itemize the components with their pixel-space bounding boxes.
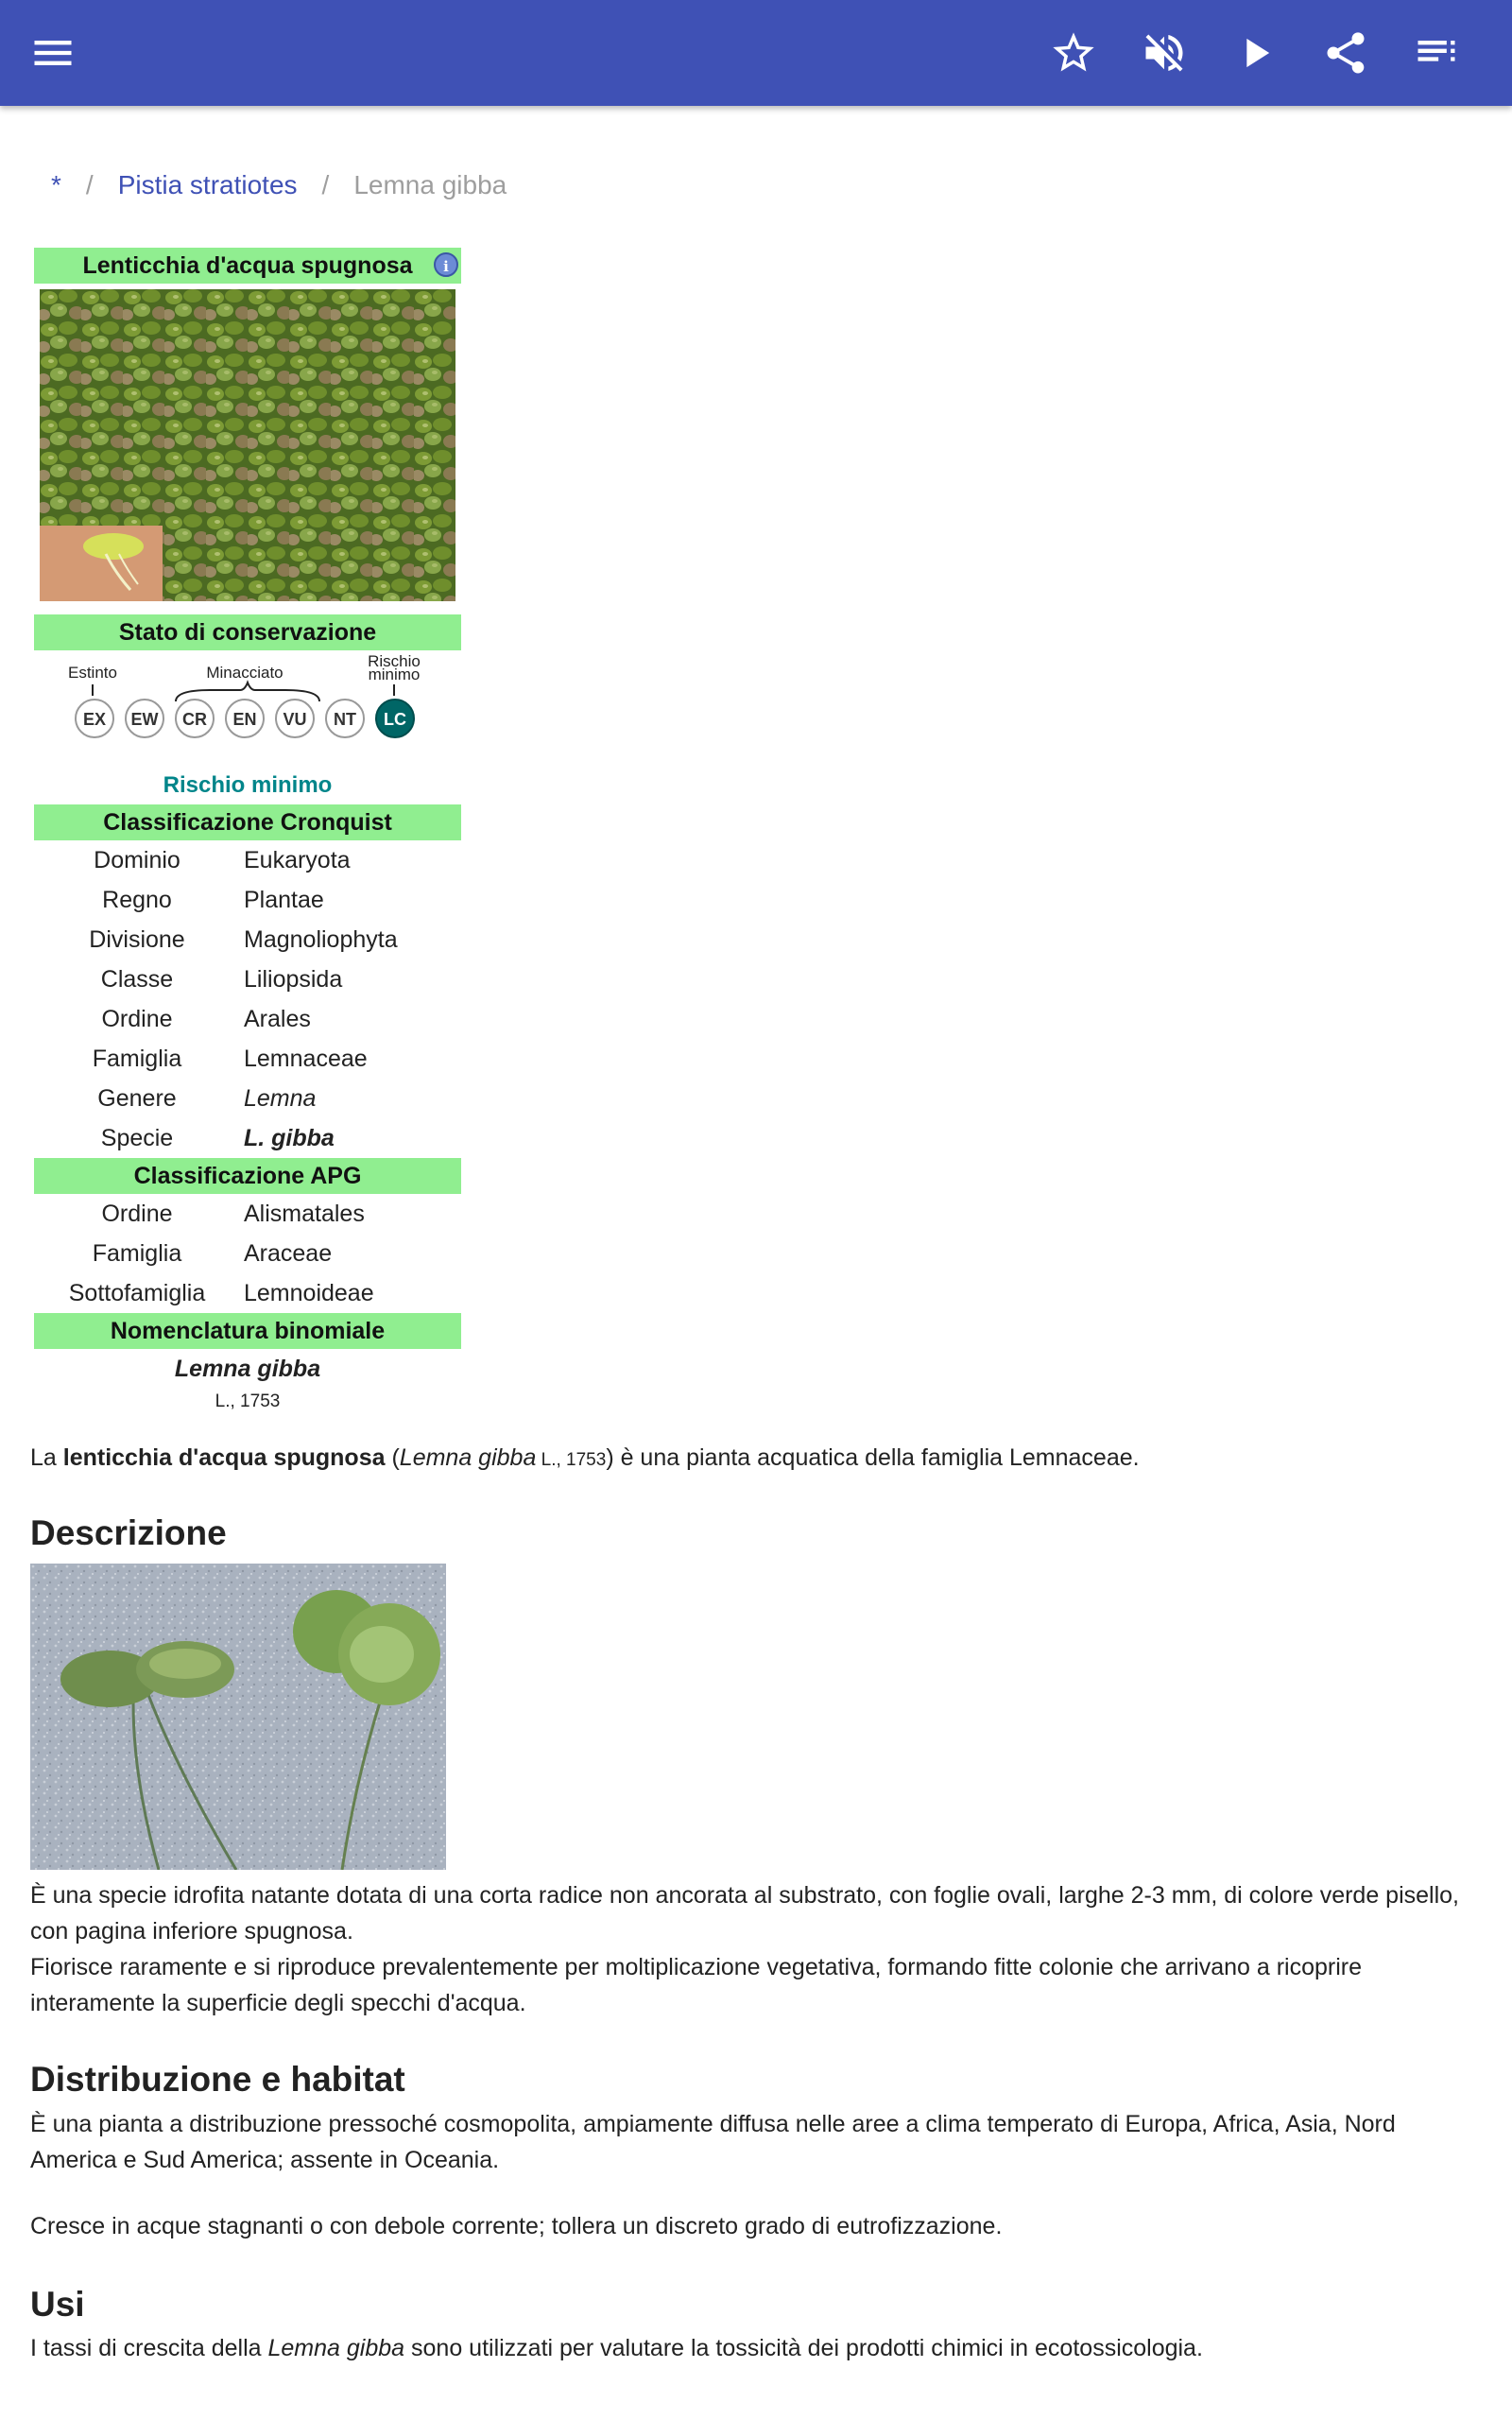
info-icon[interactable]: i: [434, 252, 458, 277]
category-nt: [326, 700, 364, 737]
breadcrumb: [51, 168, 507, 200]
category-cr-label: CR: [182, 710, 207, 729]
taxon-row: [34, 1118, 461, 1158]
section-heading-usi: Usi: [30, 2285, 85, 2324]
intro-text: La: [30, 1444, 63, 1471]
distribuzione-paragraph: È una pianta a distribuzione pressoché cosmopolita, ampiamente diffusa nelle aree a clima temperato di Europa, Africa, Asia, Nord America e Sud America; assente in Oceania.: [30, 2111, 1396, 2173]
taxobox: [34, 248, 461, 1415]
taxon-row: [34, 1039, 461, 1079]
usi-text-part: sono utilizzati per valutare la tossicità dei prodotti chimici in ecotossicologia.: [404, 2335, 1203, 2361]
category-nt-label: NT: [334, 710, 356, 729]
leaf-specimen-photo[interactable]: [30, 1564, 446, 1870]
taxon-rank: Sottofamiglia: [68, 1280, 206, 1306]
taxon-row: [34, 959, 461, 999]
scientific-name: Lemna gibba: [399, 1444, 537, 1471]
taxon-rank: Famiglia: [92, 1240, 182, 1267]
taxon-row: [34, 1194, 461, 1234]
taxobox-title: [34, 248, 461, 284]
conservation-status: Rischio minimo: [163, 772, 333, 798]
apg-header: Classificazione APG: [34, 1158, 461, 1194]
usi-text: [30, 2330, 1486, 2366]
taxon-rank: Regno: [102, 887, 172, 913]
taxon-value-link[interactable]: Alismatales: [244, 1201, 365, 1227]
category-ex: [76, 700, 113, 737]
duckweed-colony-photo[interactable]: [40, 289, 455, 601]
share-icon[interactable]: [1321, 28, 1370, 78]
label-least-concern-line2: minimo: [368, 666, 421, 683]
menu-icon[interactable]: [28, 28, 77, 78]
common-name: lenticchia d'acqua spugnosa: [62, 1444, 386, 1471]
taxon-rank: Ordine: [101, 1201, 173, 1227]
binomial-name: Lemna gibba: [174, 1356, 321, 1382]
app-toolbar: [0, 0, 1512, 106]
taxon-value-link[interactable]: Arales: [244, 1006, 311, 1032]
descrizione-paragraph: È una specie idrofita natante dotata di una corta radice non ancorata al substrato, con foglie ovali, larghe 2-3 mm, di colore verde pisello, con pagina inferiore spugnosa.: [30, 1882, 1459, 1945]
descrizione-text: [30, 1877, 1486, 2021]
taxon-value-link[interactable]: Magnoliophyta: [244, 926, 398, 953]
taxon-value-link[interactable]: Lemnaceae: [244, 1046, 368, 1072]
binomial-header: Nomenclatura binomiale: [34, 1313, 461, 1349]
breadcrumb-pistia-link[interactable]: Pistia stratiotes: [117, 169, 298, 199]
category-en: [226, 700, 264, 737]
category-ew-label: EW: [130, 710, 159, 729]
intro-text: ) è una pianta acquatica della famiglia Lemnaceae.: [606, 1444, 1140, 1471]
label-threatened: Minacciato: [206, 664, 284, 682]
label-extinct: Estinto: [68, 664, 117, 682]
taxon-value-link[interactable]: Plantae: [244, 887, 324, 913]
binomial-authority: L., 1753: [215, 1392, 281, 1411]
category-en-label: EN: [232, 710, 257, 729]
play-icon[interactable]: [1230, 28, 1280, 78]
taxon-rank: Famiglia: [92, 1046, 182, 1072]
taxon-value-link[interactable]: Lemnoideae: [244, 1280, 374, 1306]
section-heading-distribuzione: Distribuzione e habitat: [30, 2060, 405, 2099]
taxon-value-link[interactable]: Lemna: [244, 1085, 317, 1112]
star-outline-icon[interactable]: [1049, 28, 1098, 78]
distribuzione-paragraph: Cresce in acque stagnanti o con debole corrente; tollera un discreto grado di eutrofizzazione.: [30, 2213, 1003, 2239]
descrizione-paragraph: Fiorisce raramente e si riproduce prevalentemente per moltiplicazione vegetativa, formando fitte colonie che arrivano a ricoprire interamente la superficie degli specchi d'acqua.: [30, 1954, 1363, 2016]
usi-text-part: I tassi di crescita della: [30, 2335, 268, 2361]
conservation-scale: [34, 650, 461, 760]
authority-text: L., 1753: [536, 1450, 607, 1470]
intro-paragraph: [30, 1440, 1486, 1478]
breadcrumb-separator: /: [321, 169, 330, 199]
volume-off-icon[interactable]: [1140, 28, 1189, 78]
taxon-row: [34, 880, 461, 920]
section-heading-descrizione: Descrizione: [30, 1513, 227, 1552]
category-vu-label: VU: [283, 710, 307, 729]
taxon-rank: Classe: [100, 966, 174, 993]
conservation-header: Stato di conservazione: [34, 614, 461, 650]
breadcrumb-separator: /: [85, 169, 94, 199]
label-least-concern-line1: Rischio: [368, 652, 421, 670]
taxon-rank: Divisione: [89, 926, 185, 953]
breadcrumb-current: Lemna gibba: [353, 169, 507, 199]
taxon-value-link[interactable]: Eukaryota: [244, 847, 351, 873]
category-cr: [176, 700, 214, 737]
cronquist-header: Classificazione Cronquist: [34, 804, 461, 840]
taxobox-title-text: Lenticchia d'acqua spugnosa: [82, 252, 413, 279]
category-lc-selected: [376, 700, 414, 737]
taxon-rank: Specie: [100, 1125, 174, 1151]
scientific-name: Lemna gibba: [267, 2335, 405, 2361]
category-ex-label: EX: [82, 710, 107, 729]
category-ew: [126, 700, 163, 737]
taxon-row: [34, 840, 461, 880]
taxon-rank: Ordine: [101, 1006, 173, 1032]
distribuzione-text: [30, 2106, 1486, 2244]
category-lc-label: LC: [384, 710, 406, 729]
taxon-row: [34, 1273, 461, 1313]
taxon-value: L. gibba: [244, 1125, 335, 1151]
taxon-row: [34, 920, 461, 959]
taxon-row: [34, 1234, 461, 1273]
taxon-rank: Dominio: [94, 847, 180, 873]
intro-text: (: [385, 1444, 400, 1471]
category-vu: [276, 700, 314, 737]
playlist-icon[interactable]: [1412, 28, 1461, 78]
taxon-rank: Genere: [97, 1085, 177, 1112]
taxon-row: [34, 1079, 461, 1118]
taxon-value-link[interactable]: Liliopsida: [244, 966, 343, 993]
taxon-value-link[interactable]: Araceae: [244, 1240, 333, 1267]
taxon-row: [34, 999, 461, 1039]
breadcrumb-home-link[interactable]: *: [51, 169, 61, 199]
